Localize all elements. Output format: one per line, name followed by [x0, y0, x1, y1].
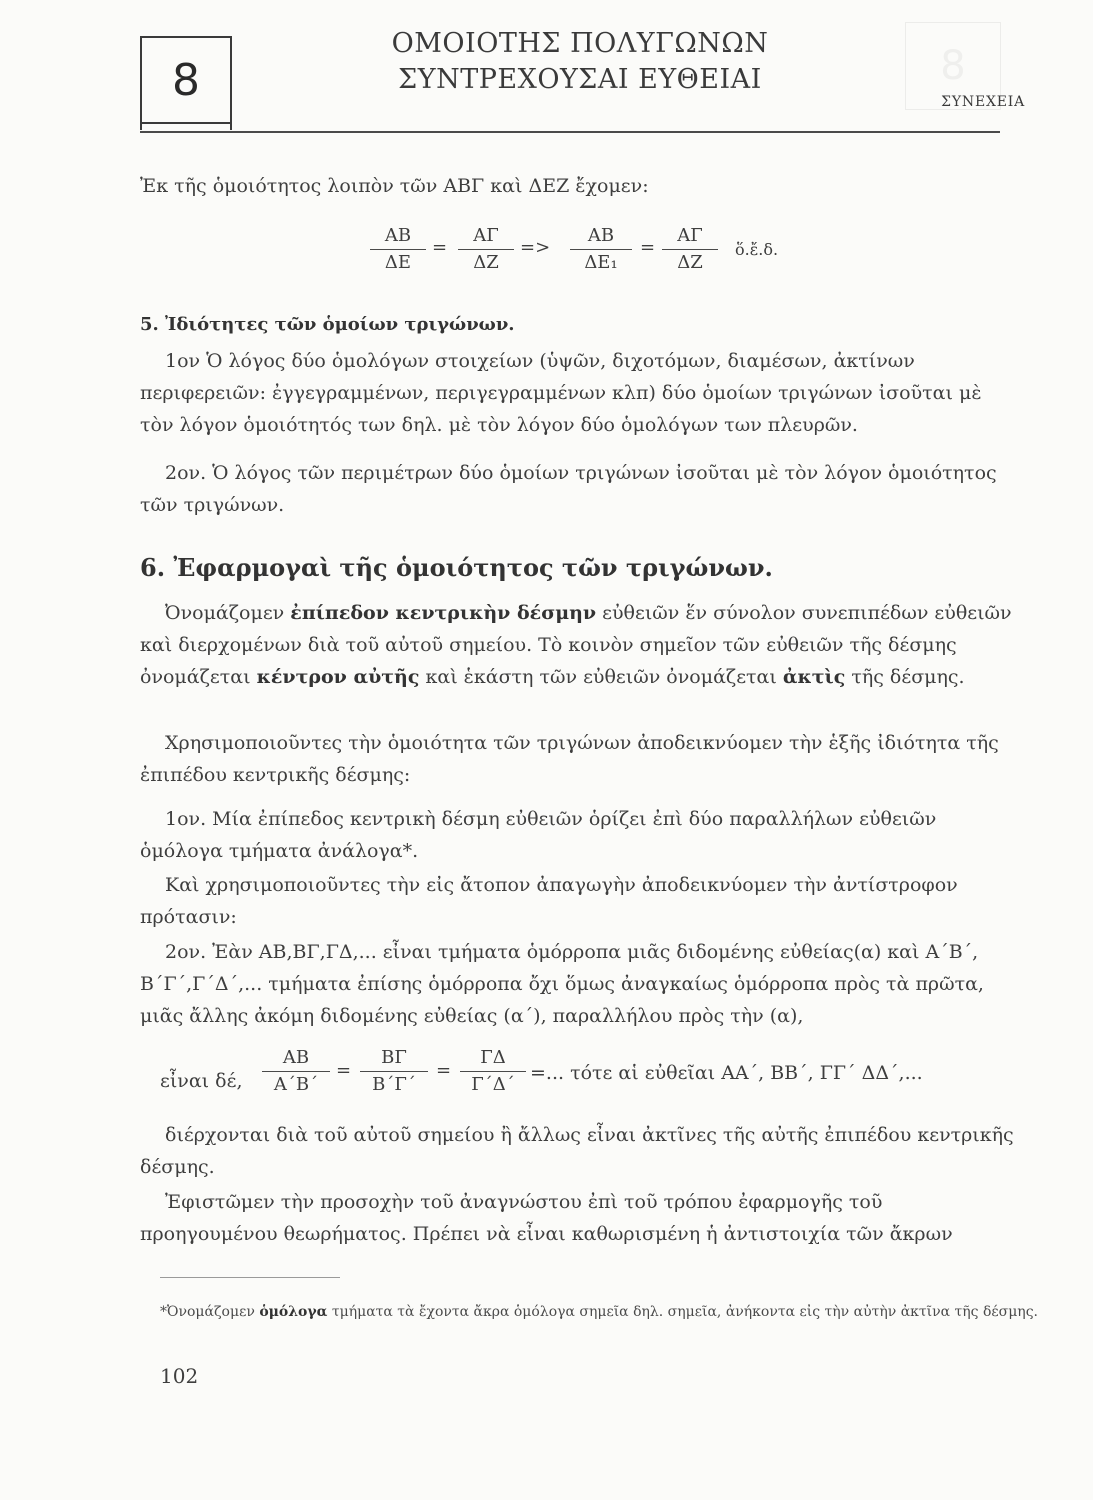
- section6-paragraph8: Ἐφιστῶμεν τὴν προσοχὴν τοῦ ἀναγνώστου ἐπὶ τοῦ τρόπου ἐφαρμογῆς τοῦ προηγουμένου θεωρήματος. Πρέπει νὰ εἶναι καθωρισμένη ἡ ἀντιστοιχία τῶν ἄκρων: [140, 1191, 953, 1245]
- fraction-bar: [360, 1071, 428, 1072]
- section5-paragraph2: 2ον. Ὁ λόγος τῶν περιμέτρων δύο ὁμοίων τριγώνων ἰσοῦται μὲ τὸν λόγον ὁμοιότητος τῶν τριγώνων.: [140, 462, 997, 516]
- fraction-numerator: ΑΓ: [473, 225, 499, 246]
- fraction-denominator: ΔΕ: [384, 252, 412, 273]
- text-run: εὐθειῶν ἕν σύνολον συνεπιπέδων εὐθειῶν καὶ διερχομένων διὰ τοῦ αὐτοῦ σημείου. Τὸ κοινὸν σημεῖον τῶν εὐθειῶν τῆς δέσμης ὀνομάζεται: [140, 602, 1012, 688]
- chapter-title-line1: ΟΜΟΙΟΤΗΣ ΠΟΛΥΓΩΝΩΝ: [391, 28, 769, 59]
- formula2-tail: =... τότε αἱ εὐθεῖαι ΑΑ΄, ΒΒ΄, ΓΓ΄ ΔΔ΄,...: [530, 1062, 923, 1084]
- equals-sign: =: [432, 237, 448, 258]
- page-number: 102: [160, 1364, 199, 1388]
- text-run: καὶ ἑκάστη τῶν εὐθειῶν ὀνομάζεται: [425, 666, 777, 688]
- equals-sign: =: [436, 1060, 452, 1081]
- fraction-ag-dz: [458, 224, 514, 275]
- fraction-bar: [460, 1071, 526, 1072]
- section6-paragraph4: Καὶ χρησιμοποιοῦντες τὴν εἰς ἄτοπον ἀπαγωγὴν ἀποδεικνύομεν τὴν ἀντίστροφον πρότασιν:: [140, 874, 958, 928]
- formula2-lead: εἶναι δέ,: [160, 1070, 243, 1092]
- implies-sign: =>: [520, 237, 551, 258]
- chapter-title-line2: ΣΥΝΤΡΕΧΟΥΣΑΙ ΕΥΘΕΙΑΙ: [398, 64, 762, 95]
- qed-mark: ὅ.ἔ.δ.: [735, 240, 779, 259]
- section6-paragraph1: [140, 597, 1020, 693]
- section6-paragraph3: 1ον. Μία ἐπίπεδος κεντρικὴ δέσμη εὐθειῶν ὁρίζει ἐπὶ δύο παραλλήλων εὐθειῶν ὁμόλογα τμήματα ἀνάλογα*.: [140, 808, 937, 862]
- term-center: κέντρον αὐτῆς: [256, 666, 420, 688]
- fraction-numerator: ΓΔ: [480, 1047, 506, 1068]
- footnote-rule: [160, 1277, 340, 1278]
- text-run: Ὀνομάζομεν: [165, 602, 285, 624]
- term-homologous: ὁμόλογα: [259, 1304, 328, 1320]
- chapter-title: [360, 26, 800, 98]
- intro-line: Ἐκ τῆς ὁμοιότητος λοιπὸν τῶν ΑΒΓ καὶ ΔΕΖ ἔχομεν:: [140, 175, 649, 197]
- section5-paragraph1: 1ον Ὁ λόγος δύο ὁμολόγων στοιχείων (ὑψῶν, διχοτόμων, διαμέσων, ἀκτίνων περιφερειῶν: ἐγγεγραμμένων, περιγεγραμμένων κλπ) δύο ὁμοίων τριγώνων ἰσοῦται μὲ τὸν λόγον ὁμοιότητός των δηλ. μὲ τὸν λόγον δύο ὁμολόγων των πλευρῶν.: [140, 350, 982, 436]
- equals-sign: =: [336, 1060, 352, 1081]
- fraction-ag-dz-2: [662, 224, 718, 275]
- term-central-pencil: ἐπίπεδον κεντρικὴν δέσμην: [290, 602, 597, 624]
- fraction-bar: [570, 249, 632, 250]
- chapter-number: 8: [172, 54, 200, 106]
- header-rule: [140, 131, 1000, 133]
- equals-sign: =: [640, 237, 656, 258]
- chapter-number-box: [140, 36, 232, 124]
- fraction-ab-de: [370, 224, 426, 275]
- fraction-denominator: ΔΖ: [473, 252, 499, 273]
- fraction-denominator: ΔΖ: [677, 252, 703, 273]
- section5-heading-text: 5. Ἰδιότητες τῶν ὁμοίων τριγώνων.: [140, 314, 515, 335]
- term-ray: ἀκτὶς: [782, 666, 846, 688]
- fraction-bg-b1g1: [360, 1046, 428, 1097]
- footnote: [160, 1300, 1040, 1324]
- fraction-gd-g1d1: [460, 1046, 526, 1097]
- fraction-bar: [370, 249, 426, 250]
- ghost-chapter-number: 8: [940, 43, 966, 89]
- section6-paragraph5: 2ον. Ἐὰν ΑΒ,ΒΓ,ΓΔ,... εἶναι τμήματα ὁμόρροπα μιᾶς διδομένης εὐθείας(α) καὶ Α΄Β΄, Β΄Γ΄,Γ΄Δ΄,... τμήματα ἐπίσης ὁμόρροπα ὄχι ὅμως ἀναγκαίως ὁμόρροπα πρὸς τὰ πρῶτα, μιᾶς ἄλλης ἀκόμη διδομένης εὐθείας (α΄), παραλλήλου πρὸς τὴν (α),: [140, 941, 984, 1027]
- text-run: *Ὀνομάζομεν: [160, 1304, 255, 1320]
- fraction-bar: [262, 1071, 330, 1072]
- fraction-bar: [458, 249, 514, 250]
- section6-heading: [140, 552, 1020, 586]
- section5-heading: [140, 308, 1020, 341]
- fraction-numerator: ΑΓ: [677, 225, 703, 246]
- continued-label: ΣΥΝΕΧΕΙΑ: [941, 94, 1025, 110]
- section6-heading-text: 6. Ἐφαρμογαὶ τῆς ὁμοιότητος τῶν τριγώνων.: [140, 553, 773, 582]
- text-run: τμήματα τὰ ἔχοντα ἄκρα ὁμόλογα σημεῖα δηλ. σημεῖα, ἀνήκοντα εἰς τὴν αὐτὴν ἀκτῖνα τῆς δέσμης.: [331, 1304, 1038, 1320]
- section6-paragraph7: διέρχονται διὰ τοῦ αὐτοῦ σημείου ἢ ἄλλως εἶναι ἀκτῖνες τῆς αὐτῆς ἐπιπέδου κεντρικῆς δέσμης.: [140, 1124, 1014, 1178]
- fraction-denominator: Γ΄Δ΄: [471, 1074, 515, 1095]
- text-run: τῆς δέσμης.: [851, 666, 965, 688]
- fraction-denominator: Α΄Β΄: [273, 1074, 319, 1095]
- chapter-box-tab: [140, 122, 232, 130]
- fraction-ab-de1: [570, 224, 632, 275]
- fraction-numerator: ΒΓ: [381, 1047, 407, 1068]
- fraction-numerator: ΑΒ: [282, 1047, 310, 1068]
- section6-paragraph2: Χρησιμοποιοῦντες τὴν ὁμοιότητα τῶν τριγώνων ἀποδεικνύομεν τὴν ἑξῆς ἰδιότητα τῆς ἐπιπέδου κεντρικῆς δέσμης:: [140, 732, 999, 786]
- fraction-ab-a1b1: [262, 1046, 330, 1097]
- fraction-numerator: ΑΒ: [384, 225, 412, 246]
- fraction-numerator: ΑΒ: [587, 225, 615, 246]
- fraction-denominator: Β΄Γ΄: [372, 1074, 416, 1095]
- fraction-bar: [662, 249, 718, 250]
- fraction-denominator: ΔΕ₁: [584, 252, 618, 273]
